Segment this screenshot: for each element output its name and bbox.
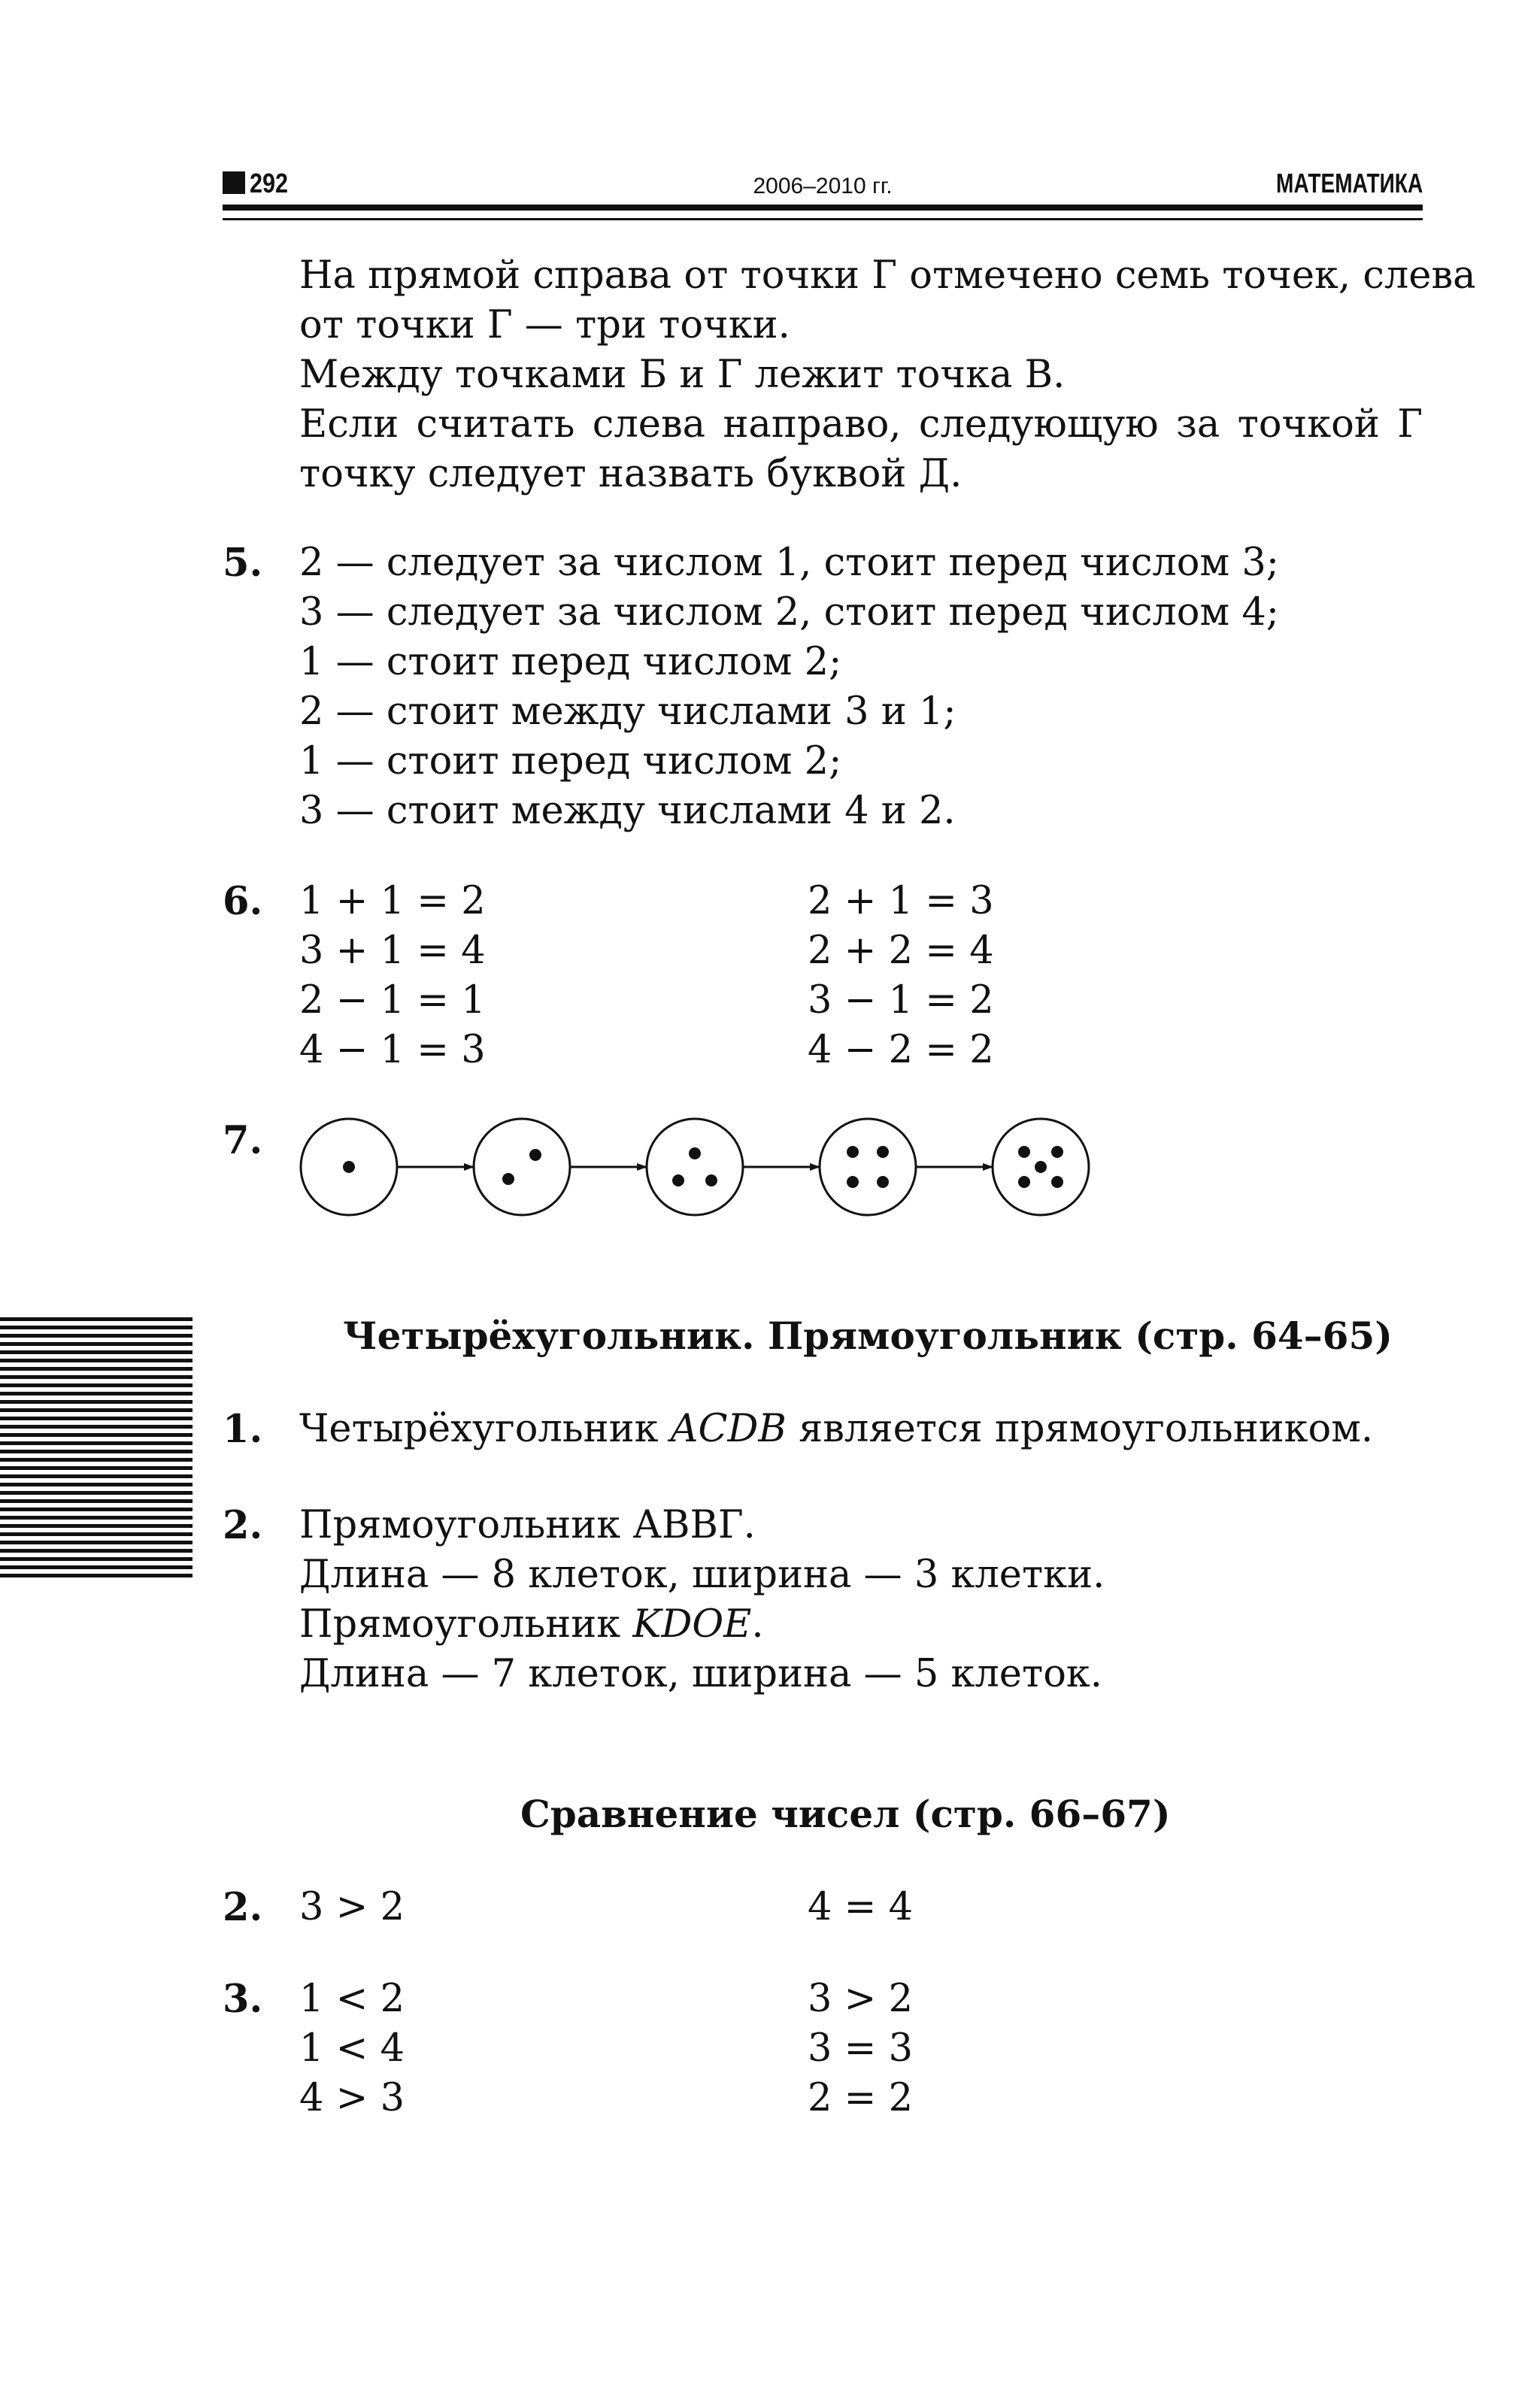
equation-left: 1 + 1 = 2 — [299, 879, 486, 923]
dot — [672, 1174, 684, 1186]
dot — [877, 1176, 889, 1188]
rectangle-name: KDOE — [632, 1602, 752, 1647]
task5-line: 2 — следует за числом 1, стоит перед числом 3; — [299, 541, 1279, 585]
task2-text: . — [751, 1602, 764, 1647]
task1-line — [299, 1405, 1373, 1454]
dot-circle — [647, 1119, 743, 1215]
comparison-left: 1 < 4 — [299, 2026, 405, 2071]
dot — [847, 1176, 859, 1188]
dot — [705, 1174, 717, 1186]
intro-line: точку следует назвать буквой Д. — [299, 452, 962, 496]
task5-line: 1 — стоит перед числом 2; — [299, 739, 842, 783]
page-header — [223, 167, 1423, 200]
comparison-left: 4 > 3 — [299, 2076, 405, 2120]
task-number: 3. — [223, 1977, 263, 2022]
task5-line: 3 — стоит между числами 4 и 2. — [299, 789, 956, 833]
task2-line: Длина — 8 клеток, ширина — 3 клетки. — [299, 1553, 1105, 1597]
dot — [847, 1146, 859, 1158]
equation-right: 3 − 1 = 2 — [808, 978, 994, 1023]
task-number: 2. — [223, 1503, 263, 1548]
task2-line: Длина — 7 клеток, ширина — 5 клеток. — [299, 1652, 1102, 1696]
dot — [1035, 1161, 1047, 1173]
intro-line: Если считать слева направо, следующую за точкой Г — [299, 402, 1423, 447]
task-number: 2. — [223, 1885, 263, 1930]
task1-text: является прямоугольником. — [786, 1407, 1374, 1451]
header-subject: МАТЕМАТИКА — [1275, 168, 1423, 198]
dot-circles-diagram — [293, 1108, 1105, 1232]
task2-line — [299, 1600, 764, 1650]
header-rule-thin — [223, 218, 1423, 220]
intro-line: Между точками Б и Г лежит точка В. — [299, 353, 1066, 397]
header-rule-thick — [223, 205, 1423, 211]
dot — [689, 1147, 701, 1159]
comparison-right: 4 = 4 — [808, 1885, 914, 1929]
comparison-right: 2 = 2 — [808, 2076, 914, 2120]
comparison-right: 3 > 2 — [808, 1977, 914, 2021]
task5-line: 1 — стоит перед числом 2; — [299, 640, 842, 684]
task2-text: Прямоугольник — [299, 1602, 633, 1647]
task-number: 1. — [223, 1407, 263, 1452]
dot — [343, 1161, 355, 1173]
intro-line: от точки Г — три точки. — [299, 303, 790, 347]
equation-left: 3 + 1 = 4 — [299, 929, 486, 973]
section-heading: Сравнение чисел (стр. 66–67) — [520, 1792, 1171, 1836]
dot — [502, 1173, 514, 1185]
dot-circle — [474, 1119, 570, 1215]
section-heading: Четырёхугольник. Прямоугольник (стр. 64–65) — [343, 1314, 1393, 1358]
comparison-left: 3 > 2 — [299, 1885, 405, 1929]
dot-circles-svg — [293, 1108, 1105, 1229]
quadrilateral-name: ACDB — [670, 1407, 787, 1451]
equation-right: 2 + 1 = 3 — [808, 879, 994, 923]
dot — [1051, 1146, 1063, 1158]
task-number: 6. — [223, 879, 263, 924]
comparison-left: 1 < 2 — [299, 1977, 405, 2021]
dot — [1018, 1176, 1030, 1188]
dot — [529, 1149, 541, 1161]
side-stripe-marker — [0, 1317, 192, 1580]
task5-line: 3 — следует за числом 2, стоит перед числом 4; — [299, 590, 1279, 635]
comparison-right: 3 = 3 — [808, 2026, 914, 2071]
equation-left: 2 − 1 = 1 — [299, 978, 486, 1023]
dot — [1018, 1146, 1030, 1158]
task-number: 5. — [223, 541, 263, 586]
dot — [877, 1146, 889, 1158]
task5-line: 2 — стоит между числами 3 и 1; — [299, 689, 956, 734]
equation-right: 2 + 2 = 4 — [808, 929, 994, 973]
dot-circle — [820, 1119, 916, 1215]
page-number: 292 — [250, 168, 289, 198]
task-number: 7. — [223, 1118, 263, 1163]
task1-text: Четырёхугольник — [299, 1407, 671, 1451]
task2-line: Прямоугольник АВВГ. — [299, 1503, 756, 1547]
intro-line: На прямой справа от точки Г отмечено семь точек, слева — [299, 253, 1476, 298]
header-years: 2006–2010 гг. — [753, 174, 893, 198]
equation-right: 4 − 2 = 2 — [808, 1028, 994, 1072]
equation-left: 4 − 1 = 3 — [299, 1028, 486, 1072]
dot — [1051, 1176, 1063, 1188]
